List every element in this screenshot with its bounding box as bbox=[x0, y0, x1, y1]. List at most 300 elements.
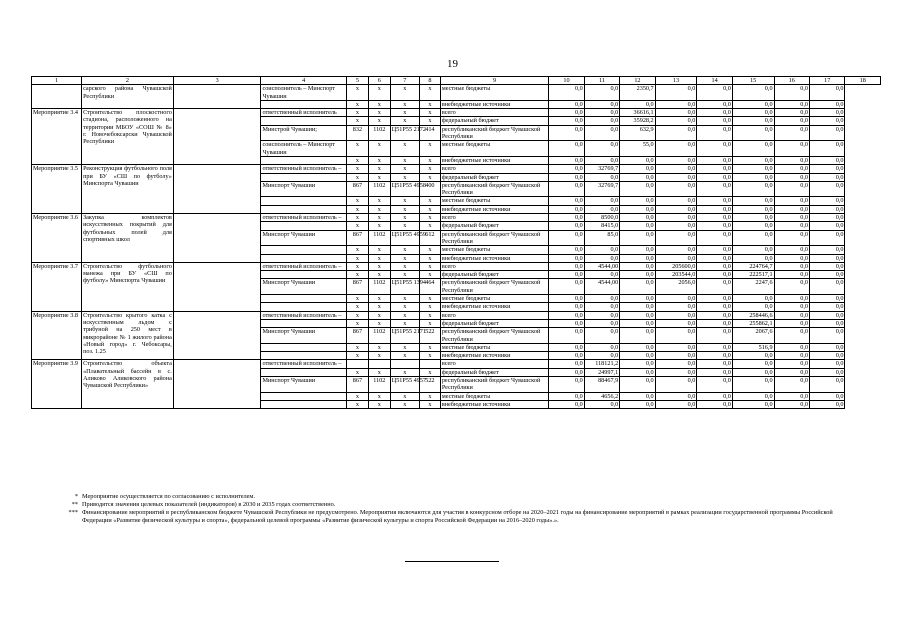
funding-source-cell: республиканский бюджет Чувашской Республики bbox=[440, 181, 548, 197]
executor-cell: соисполнитель – Минспорт Чувашии bbox=[261, 141, 347, 157]
funding-source-cell: всего bbox=[440, 262, 548, 270]
budget-code-cell: x bbox=[368, 197, 390, 205]
amount-cell: 0,0 bbox=[655, 205, 697, 213]
amount-cell: 0,0 bbox=[774, 262, 809, 270]
budget-code-cell: x bbox=[390, 303, 419, 311]
funding-source-cell: внебюджетные источники bbox=[440, 100, 548, 108]
amount-cell: 0,0 bbox=[809, 173, 844, 181]
funding-source-cell: республиканский бюджет Чувашской Республики bbox=[440, 328, 548, 344]
budget-code-cell: x bbox=[346, 197, 368, 205]
amount-cell: 2056,0 bbox=[655, 279, 697, 295]
amount-cell: 0,0 bbox=[774, 343, 809, 351]
amount-cell: 0,0 bbox=[809, 246, 844, 254]
amount-cell: 0,0 bbox=[697, 295, 732, 303]
amount-cell: 0,0 bbox=[697, 100, 732, 108]
amount-cell: 0,0 bbox=[655, 85, 697, 101]
amount-cell: 55,0 bbox=[620, 141, 655, 157]
executor-cell bbox=[261, 254, 347, 262]
budget-code-cell: x bbox=[346, 214, 368, 222]
budget-code-cell: x bbox=[368, 214, 390, 222]
budget-code-cell: x bbox=[346, 400, 368, 408]
budget-code-cell: x bbox=[390, 165, 419, 173]
amount-cell: 0,0 bbox=[774, 303, 809, 311]
budget-code-cell: x bbox=[390, 205, 419, 213]
budget-code-cell: x bbox=[368, 205, 390, 213]
amount-cell: 0,0 bbox=[620, 205, 655, 213]
amount-cell: 0,0 bbox=[732, 400, 774, 408]
amount-cell: 4544,00 bbox=[584, 279, 619, 295]
executor-cell: Минспорт Чувашии bbox=[261, 328, 347, 344]
budget-code-cell: x bbox=[346, 262, 368, 270]
budget-code-cell: Ц51Р55 4958 bbox=[390, 181, 419, 197]
amount-cell: 0,0 bbox=[549, 311, 584, 319]
amount-cell: 0,0 bbox=[584, 343, 619, 351]
executor-cell bbox=[261, 197, 347, 205]
amount-cell: 255862,1 bbox=[732, 319, 774, 327]
budget-code-cell: x bbox=[368, 254, 390, 262]
event-number-cell: Мероприятие 3.7 bbox=[32, 262, 82, 311]
funding-source-cell: всего bbox=[440, 109, 548, 117]
header-cell: 14 bbox=[697, 77, 732, 85]
amount-cell: 36616,1 bbox=[620, 109, 655, 117]
amount-cell: 0,0 bbox=[809, 368, 844, 376]
budget-code-cell: 832 bbox=[346, 125, 368, 141]
amount-cell: 0,0 bbox=[732, 117, 774, 125]
amount-cell: 0,0 bbox=[655, 376, 697, 392]
amount-cell: 0,0 bbox=[620, 343, 655, 351]
budget-code-cell: x bbox=[346, 392, 368, 400]
amount-cell: 0,0 bbox=[774, 319, 809, 327]
header-cell: 1 bbox=[32, 77, 82, 85]
amount-cell: 0,0 bbox=[584, 85, 619, 101]
budget-code-cell: x bbox=[368, 271, 390, 279]
executor-cell bbox=[261, 400, 347, 408]
amount-cell: 0,0 bbox=[774, 230, 809, 246]
amount-cell: 0,0 bbox=[655, 352, 697, 360]
amount-cell: 0,0 bbox=[655, 246, 697, 254]
amount-cell: 0,0 bbox=[809, 230, 844, 246]
budget-code-cell: x bbox=[390, 262, 419, 270]
amount-cell: 0,0 bbox=[809, 165, 844, 173]
amount-cell: 0,0 bbox=[655, 197, 697, 205]
budget-code-cell: x bbox=[390, 368, 419, 376]
header-cell: 3 bbox=[173, 77, 261, 85]
amount-cell: 0,0 bbox=[655, 222, 697, 230]
table-row bbox=[32, 311, 881, 319]
header-cell: 5 bbox=[346, 77, 368, 85]
amount-cell: 0,0 bbox=[732, 205, 774, 213]
amount-cell: 0,0 bbox=[809, 141, 844, 157]
amount-cell: 0,0 bbox=[549, 254, 584, 262]
amount-cell: 0,0 bbox=[584, 156, 619, 164]
footnote-text: Приводятся значения целевых показателей (индикаторов) в 2030 и 2035 годах соответственно. bbox=[82, 501, 336, 508]
amount-cell: 0,0 bbox=[549, 230, 584, 246]
amount-cell: 0,0 bbox=[809, 156, 844, 164]
amount-cell: 0,0 bbox=[620, 214, 655, 222]
funding-source-cell: внебюджетные источники bbox=[440, 156, 548, 164]
amount-cell: 0,0 bbox=[774, 254, 809, 262]
amount-cell: 0,0 bbox=[620, 376, 655, 392]
footnote-mark: *** bbox=[68, 509, 78, 516]
amount-cell: 0,0 bbox=[774, 214, 809, 222]
amount-cell: 32769,7 bbox=[584, 165, 619, 173]
amount-cell: 0,0 bbox=[549, 262, 584, 270]
budget-code-cell: x bbox=[368, 222, 390, 230]
amount-cell: 0,0 bbox=[697, 156, 732, 164]
budget-code-cell: x bbox=[346, 343, 368, 351]
executor-cell bbox=[261, 222, 347, 230]
amount-cell: 0,0 bbox=[809, 400, 844, 408]
amount-cell: 0,0 bbox=[549, 197, 584, 205]
amount-cell: 0,0 bbox=[774, 117, 809, 125]
budget-code-cell: x bbox=[419, 222, 440, 230]
budget-code-cell: x bbox=[419, 246, 440, 254]
budget-code-cell: x bbox=[419, 254, 440, 262]
amount-cell: 0,0 bbox=[549, 368, 584, 376]
amount-cell: 0,0 bbox=[655, 141, 697, 157]
budget-code-cell: x bbox=[368, 311, 390, 319]
event-name-cell: Реконструкция футбольного поля при БУ «СШ по футболу» Минспорта Чувашии bbox=[82, 165, 174, 214]
funding-source-cell: внебюджетные источники bbox=[440, 352, 548, 360]
amount-cell: 2247,6 bbox=[732, 279, 774, 295]
amount-cell: 0,0 bbox=[549, 295, 584, 303]
budget-code-cell: 867 bbox=[346, 376, 368, 392]
amount-cell: 0,0 bbox=[584, 400, 619, 408]
amount-cell: 0,0 bbox=[697, 279, 732, 295]
amount-cell: 0,0 bbox=[655, 303, 697, 311]
budget-code-cell: x bbox=[390, 400, 419, 408]
amount-cell: 0,0 bbox=[774, 141, 809, 157]
amount-cell: 0,0 bbox=[774, 279, 809, 295]
amount-cell: 0,0 bbox=[809, 262, 844, 270]
budget-code-cell: x bbox=[368, 368, 390, 376]
amount-cell: 0,0 bbox=[732, 109, 774, 117]
amount-cell: 0,0 bbox=[809, 222, 844, 230]
amount-cell: 0,0 bbox=[774, 205, 809, 213]
amount-cell: 0,0 bbox=[620, 319, 655, 327]
budget-code-cell: x bbox=[390, 214, 419, 222]
amount-cell: 0,0 bbox=[774, 295, 809, 303]
budget-code-cell bbox=[346, 360, 368, 368]
executor-cell: ответственный исполнитель bbox=[261, 109, 347, 117]
footnote-text: Мероприятие осуществляется по согласованию с исполнителем. bbox=[82, 493, 255, 500]
funding-source-cell: всего bbox=[440, 214, 548, 222]
budget-code-cell: x bbox=[346, 271, 368, 279]
budget-code-cell: x bbox=[419, 295, 440, 303]
financing-table bbox=[31, 76, 881, 409]
amount-cell: 0,0 bbox=[697, 254, 732, 262]
executor-cell bbox=[261, 156, 347, 164]
budget-code-cell: x bbox=[346, 222, 368, 230]
budget-code-cell: x bbox=[368, 117, 390, 125]
header-cell: 13 bbox=[655, 77, 697, 85]
amount-cell: 0,0 bbox=[809, 271, 844, 279]
amount-cell: 0,0 bbox=[584, 205, 619, 213]
amount-cell: 0,0 bbox=[549, 205, 584, 213]
budget-code-cell: x bbox=[419, 197, 440, 205]
amount-cell: 0,0 bbox=[809, 311, 844, 319]
amount-cell: 0,0 bbox=[809, 295, 844, 303]
amount-cell: 0,0 bbox=[732, 214, 774, 222]
table-row bbox=[32, 214, 881, 222]
amount-cell: 0,0 bbox=[655, 360, 697, 368]
budget-code-cell: x bbox=[419, 117, 440, 125]
budget-code-cell: 522 bbox=[419, 328, 440, 344]
amount-cell: 0,0 bbox=[809, 376, 844, 392]
executor-cell bbox=[261, 303, 347, 311]
amount-cell: 4544,00 bbox=[584, 262, 619, 270]
amount-cell: 0,0 bbox=[697, 376, 732, 392]
amount-cell: 0,0 bbox=[732, 230, 774, 246]
event-number-cell: Мероприятие 3.6 bbox=[32, 214, 82, 263]
amount-cell: 0,0 bbox=[732, 246, 774, 254]
amount-cell: 0,0 bbox=[697, 319, 732, 327]
amount-cell: 0,0 bbox=[774, 173, 809, 181]
budget-code-cell: x bbox=[390, 109, 419, 117]
funding-source-cell: республиканский бюджет Чувашской Республики bbox=[440, 279, 548, 295]
amount-cell: 0,0 bbox=[655, 319, 697, 327]
amount-cell: 0,0 bbox=[584, 197, 619, 205]
budget-code-cell: x bbox=[419, 85, 440, 101]
funding-source-cell: местные бюджеты bbox=[440, 392, 548, 400]
budget-code-cell: x bbox=[368, 295, 390, 303]
amount-cell: 0,0 bbox=[620, 360, 655, 368]
budget-code-cell: x bbox=[419, 156, 440, 164]
amount-cell: 2067,6 bbox=[732, 328, 774, 344]
amount-cell: 0,0 bbox=[655, 214, 697, 222]
event-number-cell: Мероприятие 3.9 bbox=[32, 360, 82, 409]
funding-source-cell: федеральный бюджет bbox=[440, 319, 548, 327]
executor-cell: Минспорт Чувашии bbox=[261, 181, 347, 197]
header-cell: 9 bbox=[440, 77, 548, 85]
event-name-cell: Закупка комплектов искусственных покрытий для футбольных полей для спортивных школ bbox=[82, 214, 174, 263]
amount-cell: 0,0 bbox=[732, 173, 774, 181]
amount-cell: 0,0 bbox=[732, 352, 774, 360]
amount-cell: 0,0 bbox=[549, 343, 584, 351]
amount-cell: 0,0 bbox=[697, 222, 732, 230]
budget-code-cell: x bbox=[368, 246, 390, 254]
amount-cell: 0,0 bbox=[809, 303, 844, 311]
budget-code-cell: x bbox=[368, 262, 390, 270]
table-body bbox=[32, 77, 881, 409]
amount-cell: 0,0 bbox=[620, 328, 655, 344]
amount-cell: 0,0 bbox=[774, 85, 809, 101]
amount-cell: 0,0 bbox=[774, 109, 809, 117]
amount-cell: 8500,0 bbox=[584, 214, 619, 222]
amount-cell: 0,0 bbox=[697, 271, 732, 279]
amount-cell: 0,0 bbox=[655, 117, 697, 125]
amount-cell: 0,0 bbox=[584, 311, 619, 319]
event-number-cell bbox=[32, 85, 82, 109]
funding-source-cell: республиканский бюджет Чувашской Республики bbox=[440, 125, 548, 141]
budget-code-cell: x bbox=[419, 303, 440, 311]
amount-cell: 0,0 bbox=[655, 165, 697, 173]
amount-cell: 24997,1 bbox=[584, 368, 619, 376]
amount-cell: 0,0 bbox=[732, 197, 774, 205]
budget-code-cell: x bbox=[346, 85, 368, 101]
budget-code-cell: x bbox=[346, 205, 368, 213]
amount-cell: 0,0 bbox=[584, 254, 619, 262]
amount-cell: 0,0 bbox=[697, 117, 732, 125]
funding-source-cell: федеральный бюджет bbox=[440, 173, 548, 181]
target-indicator-cell bbox=[173, 165, 261, 214]
amount-cell: 0,0 bbox=[549, 376, 584, 392]
budget-code-cell: Ц51Р55 4957 bbox=[390, 376, 419, 392]
budget-code-cell: x bbox=[419, 271, 440, 279]
amount-cell: 0,0 bbox=[697, 343, 732, 351]
amount-cell: 0,0 bbox=[549, 271, 584, 279]
budget-code-cell: x bbox=[419, 165, 440, 173]
header-cell: 4 bbox=[261, 77, 347, 85]
funding-source-cell: федеральный бюджет bbox=[440, 368, 548, 376]
amount-cell: 0,0 bbox=[549, 214, 584, 222]
amount-cell: 0,0 bbox=[549, 109, 584, 117]
executor-cell: Минстрой Чувашии; bbox=[261, 125, 347, 141]
amount-cell: 0,0 bbox=[620, 173, 655, 181]
amount-cell: 0,0 bbox=[620, 279, 655, 295]
budget-code-cell: x bbox=[390, 85, 419, 101]
budget-code-cell: Ц51Р55 1394 bbox=[390, 279, 419, 295]
executor-cell bbox=[261, 271, 347, 279]
budget-code-cell: Ц51Р55 2172 bbox=[390, 125, 419, 141]
amount-cell: 0,0 bbox=[774, 222, 809, 230]
budget-code-cell: x bbox=[368, 319, 390, 327]
amount-cell: 0,0 bbox=[809, 85, 844, 101]
amount-cell: 0,0 bbox=[697, 85, 732, 101]
amount-cell: 0,0 bbox=[655, 400, 697, 408]
executor-cell bbox=[261, 368, 347, 376]
amount-cell: 0,0 bbox=[655, 343, 697, 351]
amount-cell: 0,0 bbox=[549, 392, 584, 400]
budget-code-cell: x bbox=[368, 343, 390, 351]
budget-code-cell: x bbox=[346, 100, 368, 108]
amount-cell: 0,0 bbox=[774, 181, 809, 197]
budget-code-cell: 867 bbox=[346, 181, 368, 197]
amount-cell: 0,0 bbox=[774, 165, 809, 173]
budget-code-cell: x bbox=[346, 352, 368, 360]
amount-cell: 2350,7 bbox=[620, 85, 655, 101]
amount-cell: 0,0 bbox=[655, 368, 697, 376]
event-name-cell: сарского района Чувашской Республики bbox=[82, 85, 174, 109]
amount-cell: 0,0 bbox=[732, 376, 774, 392]
amount-cell: 0,0 bbox=[774, 197, 809, 205]
amount-cell: 0,0 bbox=[732, 165, 774, 173]
amount-cell: 0,0 bbox=[809, 352, 844, 360]
amount-cell: 0,0 bbox=[809, 100, 844, 108]
budget-code-cell: x bbox=[419, 319, 440, 327]
amount-cell: 0,0 bbox=[732, 303, 774, 311]
budget-code-cell: x bbox=[346, 141, 368, 157]
funding-source-cell: всего bbox=[440, 311, 548, 319]
budget-code-cell: x bbox=[346, 173, 368, 181]
budget-code-cell: x bbox=[419, 205, 440, 213]
amount-cell: 0,0 bbox=[697, 214, 732, 222]
amount-cell: 0,0 bbox=[584, 352, 619, 360]
amount-cell: 0,0 bbox=[697, 197, 732, 205]
amount-cell: 0,0 bbox=[774, 328, 809, 344]
target-indicator-cell bbox=[173, 360, 261, 409]
budget-code-cell: 1102 bbox=[368, 230, 390, 246]
amount-cell: 0,0 bbox=[549, 141, 584, 157]
amount-cell: 0,0 bbox=[697, 181, 732, 197]
amount-cell: 0,0 bbox=[774, 400, 809, 408]
budget-code-cell: 612 bbox=[419, 230, 440, 246]
executor-cell: ответственный исполнитель – bbox=[261, 262, 347, 270]
budget-code-cell: x bbox=[390, 311, 419, 319]
event-name-cell: Строительство футбольного манежа при БУ «СШ по футболу» Минспорта Чувашии bbox=[82, 262, 174, 311]
budget-code-cell: 867 bbox=[346, 230, 368, 246]
budget-code-cell: x bbox=[419, 400, 440, 408]
footnote-mark: ** bbox=[71, 501, 78, 508]
executor-cell: ответственный исполнитель – bbox=[261, 311, 347, 319]
amount-cell: 0,0 bbox=[620, 230, 655, 246]
budget-code-cell: x bbox=[419, 311, 440, 319]
target-indicator-cell bbox=[173, 214, 261, 263]
budget-code-cell: x bbox=[346, 368, 368, 376]
amount-cell: 0,0 bbox=[584, 246, 619, 254]
budget-code-cell: Ц51Р55 4959 bbox=[390, 230, 419, 246]
amount-cell: 0,0 bbox=[697, 400, 732, 408]
amount-cell: 0,0 bbox=[697, 109, 732, 117]
target-indicator-cell bbox=[173, 311, 261, 360]
amount-cell: 0,0 bbox=[620, 222, 655, 230]
budget-code-cell: x bbox=[390, 117, 419, 125]
event-name-cell: Строительство плоскостного стадиона, расположенного на территории МБОУ «СОШ № 8» г. Новочебоксарски Чувашской Республики bbox=[82, 109, 174, 165]
executor-cell: Минспорт Чувашии bbox=[261, 279, 347, 295]
funding-source-cell: внебюджетные источники bbox=[440, 400, 548, 408]
table-row bbox=[32, 165, 881, 173]
amount-cell: 0,0 bbox=[549, 125, 584, 141]
amount-cell: 0,0 bbox=[809, 328, 844, 344]
executor-cell bbox=[261, 392, 347, 400]
budget-code-cell: x bbox=[368, 109, 390, 117]
amount-cell: 0,0 bbox=[620, 400, 655, 408]
amount-cell: 4656,2 bbox=[584, 392, 619, 400]
budget-code-cell: x bbox=[390, 173, 419, 181]
amount-cell: 203544,0 bbox=[655, 271, 697, 279]
footnote bbox=[60, 509, 850, 525]
budget-code-cell: x bbox=[346, 254, 368, 262]
amount-cell: 88467,9 bbox=[584, 376, 619, 392]
funding-source-cell: местные бюджеты bbox=[440, 343, 548, 351]
amount-cell: 205600,0 bbox=[655, 262, 697, 270]
amount-cell: 0,0 bbox=[697, 368, 732, 376]
executor-cell bbox=[261, 319, 347, 327]
amount-cell: 0,0 bbox=[774, 271, 809, 279]
amount-cell: 0,0 bbox=[620, 368, 655, 376]
funding-source-cell: внебюджетные источники bbox=[440, 254, 548, 262]
amount-cell: 0,0 bbox=[584, 173, 619, 181]
amount-cell: 0,0 bbox=[732, 125, 774, 141]
amount-cell: 0,0 bbox=[549, 156, 584, 164]
amount-cell: 0,0 bbox=[809, 205, 844, 213]
budget-code-cell: x bbox=[419, 141, 440, 157]
header-cell: 16 bbox=[774, 77, 809, 85]
funding-source-cell: местные бюджеты bbox=[440, 85, 548, 101]
amount-cell: 118121,2 bbox=[584, 360, 619, 368]
amount-cell: 0,0 bbox=[584, 295, 619, 303]
budget-code-cell: x bbox=[368, 156, 390, 164]
budget-code-cell: x bbox=[419, 173, 440, 181]
budget-code-cell: 400 bbox=[419, 181, 440, 197]
budget-code-cell: x bbox=[346, 303, 368, 311]
budget-code-cell: x bbox=[368, 141, 390, 157]
amount-cell: 0,0 bbox=[620, 246, 655, 254]
target-indicator-cell bbox=[173, 85, 261, 109]
budget-code-cell: x bbox=[346, 165, 368, 173]
amount-cell: 0,0 bbox=[655, 328, 697, 344]
amount-cell: 632,9 bbox=[620, 125, 655, 141]
